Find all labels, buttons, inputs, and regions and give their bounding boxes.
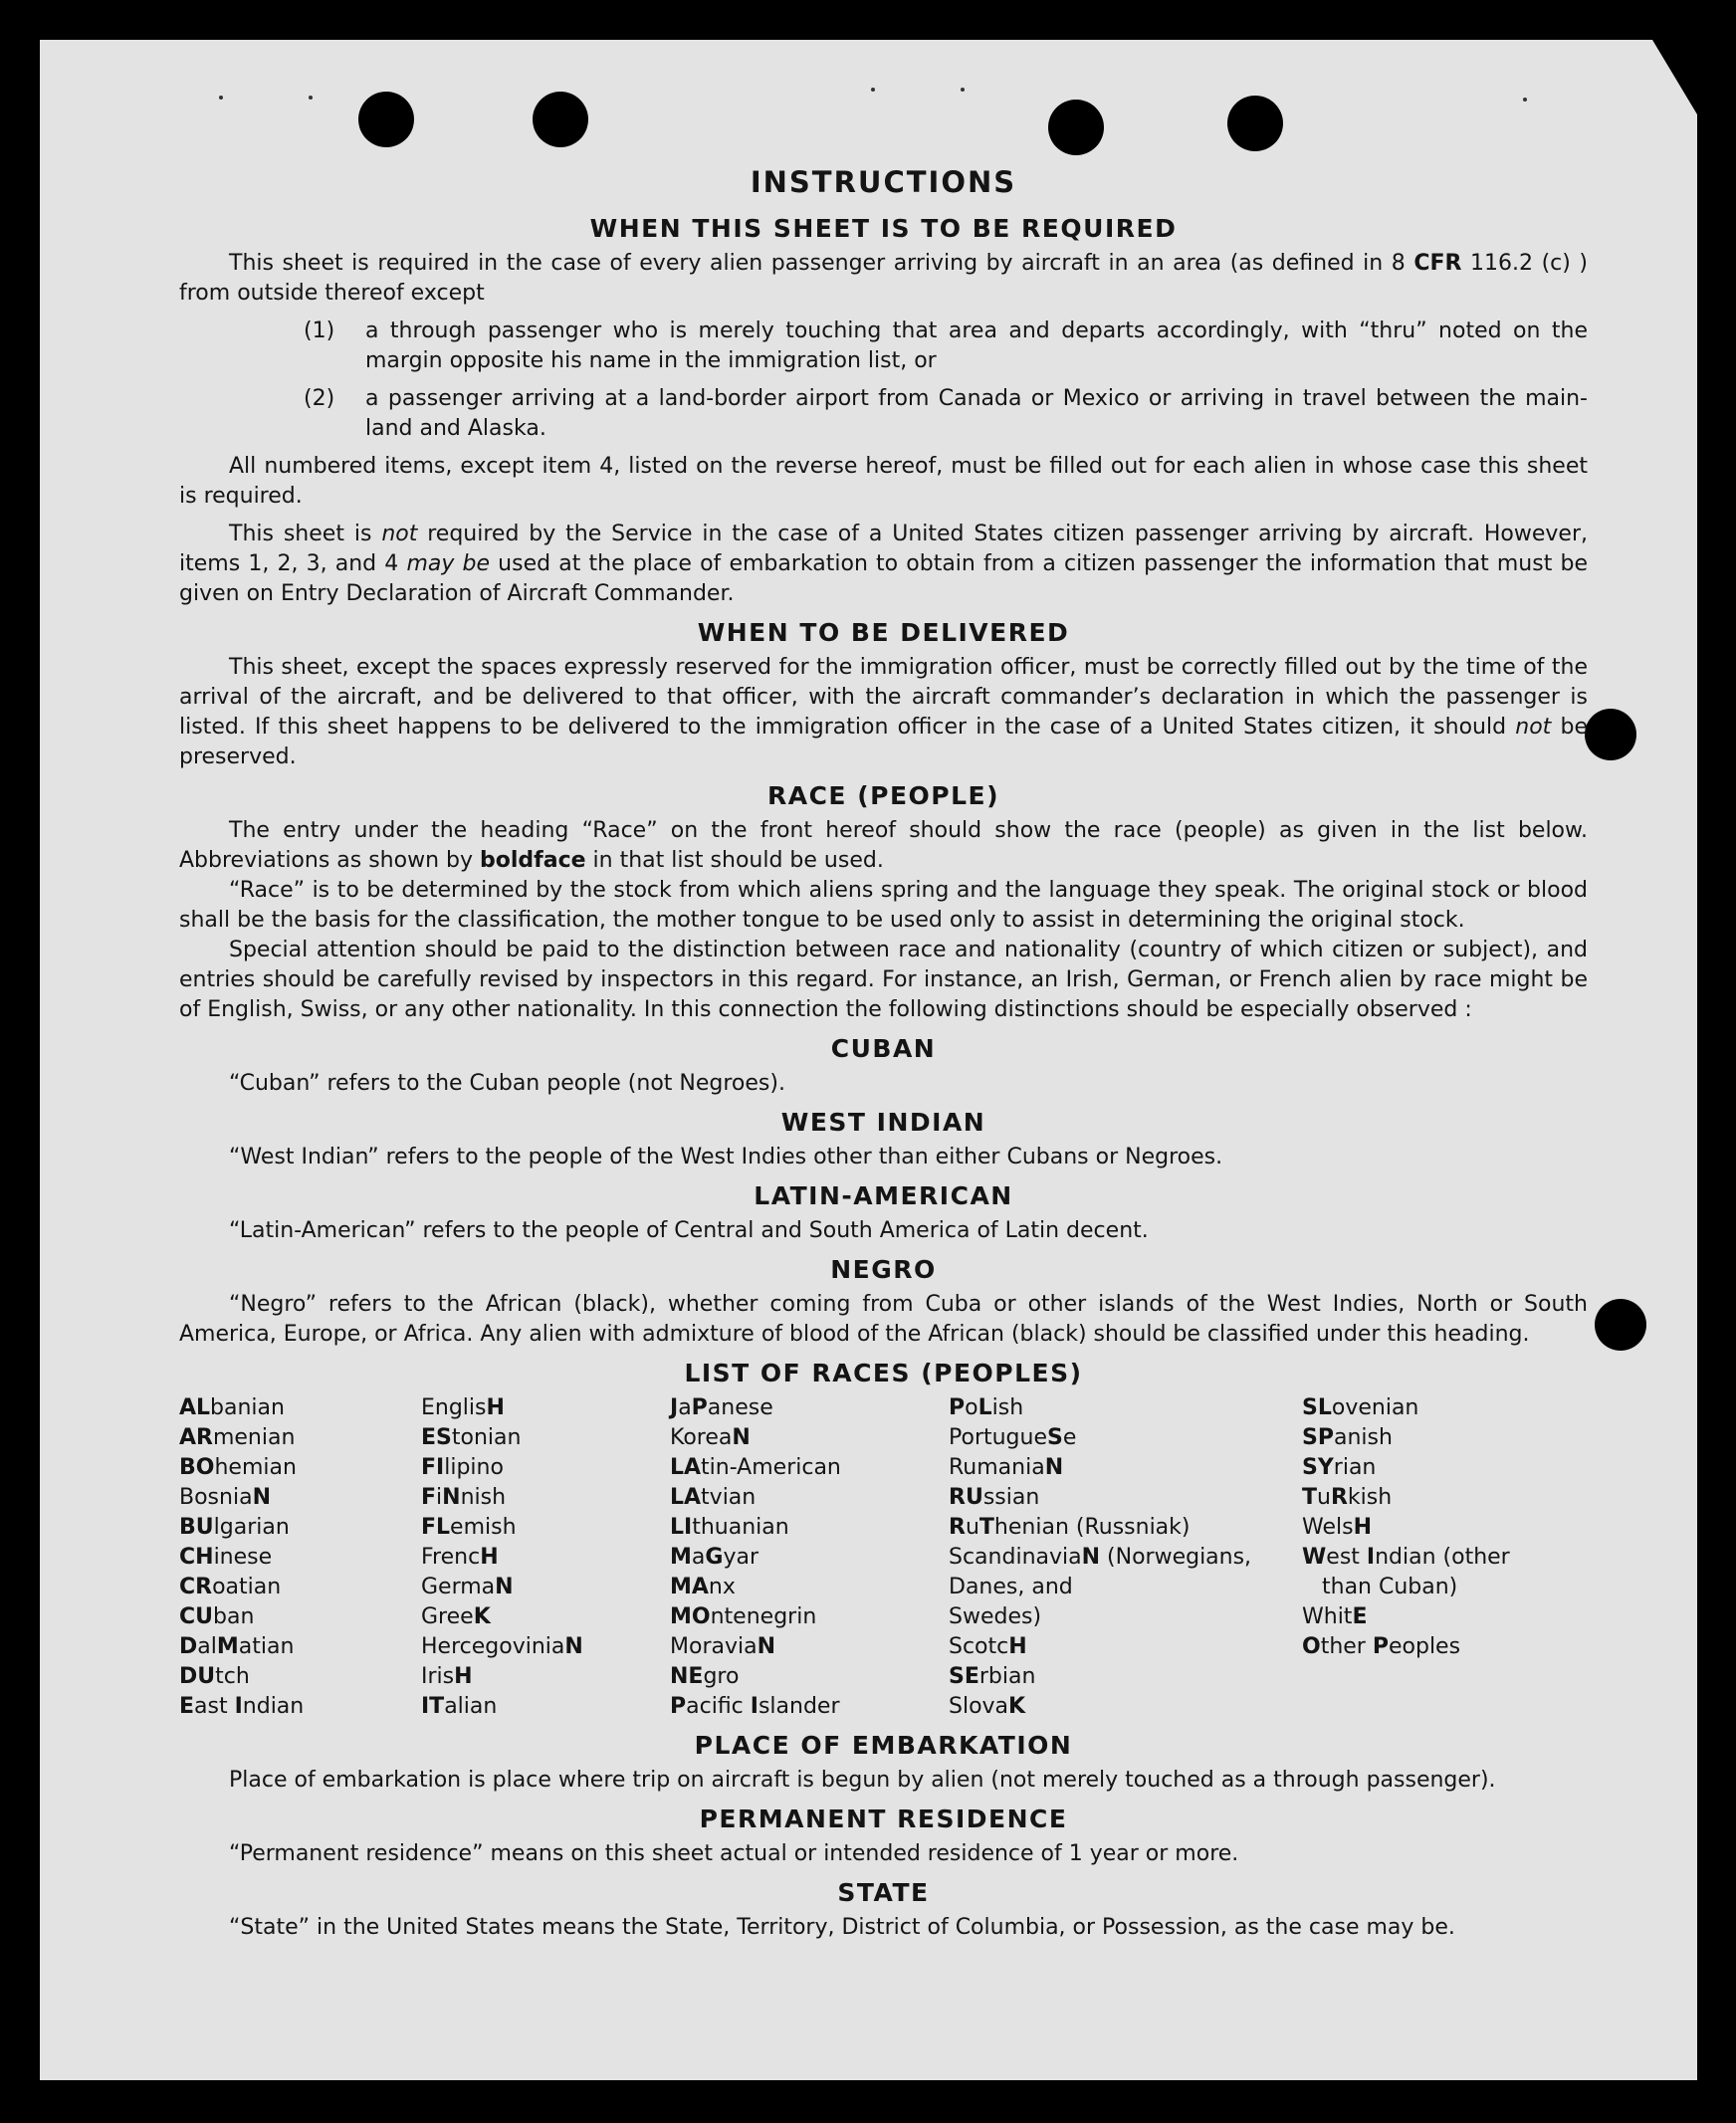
race-entry [670, 1632, 949, 1662]
abbreviation: N [732, 1425, 751, 1450]
abbreviation: R [1330, 1485, 1348, 1510]
text-run: Moravia [670, 1634, 758, 1659]
race-entry [949, 1393, 1302, 1423]
text-run: acific [686, 1694, 751, 1719]
text-run: nish [460, 1485, 507, 1510]
race-entry [1302, 1453, 1581, 1483]
abbreviation: SE [949, 1664, 979, 1689]
text-run: nx [708, 1575, 736, 1599]
text-run: This sheet is required in the case of every alien passenger arriving by aircraft in an area (as defined in 8 [229, 251, 1414, 276]
abbreviation: CR [179, 1575, 213, 1599]
race-entry [949, 1692, 1302, 1722]
abbreviation: E [179, 1694, 195, 1719]
abbreviation: P [949, 1395, 966, 1420]
race-entry [179, 1692, 421, 1722]
paragraph [179, 816, 1588, 876]
punch-hole [1585, 709, 1636, 760]
race-entry [1302, 1513, 1581, 1543]
abbreviation: T [1302, 1485, 1318, 1510]
text-run: alian [444, 1694, 498, 1719]
text-run: a [678, 1395, 692, 1420]
text-run: o [965, 1395, 978, 1420]
abbreviation: N [1081, 1545, 1101, 1570]
item-text: a through passenger who is merely touching that area and departs accordingly, with “thru” noted on the margin opposite his name in the immigration list, or [365, 318, 1588, 373]
abbreviation: T [978, 1515, 994, 1540]
text-run: Wels [1302, 1515, 1354, 1540]
abbreviation: N [442, 1485, 461, 1510]
abbreviation: AL [179, 1395, 211, 1420]
race-entry [421, 1453, 670, 1483]
text-run: Scotc [949, 1634, 1009, 1659]
race-entry [179, 1543, 421, 1573]
abbreviation: NE [670, 1664, 704, 1689]
race-entry [949, 1423, 1302, 1453]
abbreviation: W [1302, 1545, 1327, 1570]
paragraph: “State” in the United States means the State, Territory, District of Columbia, or Possession, as the case may be. [229, 1915, 1455, 1940]
section-heading: STATE [837, 1878, 930, 1907]
abbreviation: M [216, 1634, 239, 1659]
abbreviation: RU [949, 1485, 983, 1510]
speck [309, 96, 313, 100]
abbreviation: LA [670, 1455, 702, 1480]
race-entry [670, 1602, 949, 1632]
abbreviation: O [1302, 1634, 1321, 1659]
paragraph: “Permanent residence” means on this sheet actual or intended residence of 1 year or more. [229, 1841, 1239, 1866]
item-text: a passenger arriving at a land-border airport from Canada or Mexico or arriving in travel between the main-land and Alaska. [365, 386, 1588, 441]
text-run: ndian (other [1375, 1545, 1510, 1570]
races-column [1302, 1393, 1581, 1722]
abbreviation: MO [670, 1604, 711, 1629]
paragraph: “West Indian” refers to the people of the West Indies other than either Cubans or Negroes. [229, 1145, 1223, 1169]
race-entry [949, 1513, 1302, 1543]
race-entry [179, 1453, 421, 1483]
abbreviation: F [421, 1485, 437, 1510]
race-entry [179, 1423, 421, 1453]
race-entry [1302, 1573, 1581, 1602]
text-run: tvian [701, 1485, 757, 1510]
paragraph: All numbered items, except item 4, listed on the reverse hereof, must be filled out for each alien in whose case this sheet is required. [179, 454, 1588, 509]
race-entry [421, 1483, 670, 1513]
text-run: est [1326, 1545, 1367, 1570]
text-run: Bosnia [179, 1485, 253, 1510]
text-run: atian [238, 1634, 295, 1659]
text-run: tch [215, 1664, 250, 1689]
abbreviation: K [1008, 1694, 1026, 1719]
race-entry [949, 1632, 1302, 1662]
abbreviation: BO [179, 1455, 215, 1480]
paragraph: “Negro” refers to the African (black), whether coming from Cuba or other islands of the West Indies, North or South America, Europe, or Africa. Any alien with admixture of blood of the African (black) should be classified under this heading. [179, 1292, 1588, 1347]
abbreviation: P [691, 1395, 708, 1420]
race-entry [670, 1692, 949, 1722]
abbreviation: N [495, 1575, 514, 1599]
text-run: eoples [1388, 1634, 1461, 1659]
abbreviation: LA [670, 1485, 702, 1510]
abbreviation: FL [421, 1515, 451, 1540]
text-run: tin-American [701, 1455, 841, 1480]
paragraph: Place of embarkation is place where trip on aircraft is begun by alien (not merely touched as a through passenger). [229, 1768, 1496, 1793]
abbreviation: N [1044, 1455, 1064, 1480]
text-run: inese [213, 1545, 273, 1570]
punch-hole [1048, 100, 1104, 155]
text-run: gro [703, 1664, 740, 1689]
race-entry [179, 1393, 421, 1423]
race-entry [421, 1513, 670, 1543]
race-entry [179, 1513, 421, 1543]
text-run: Hercegovinia [421, 1634, 565, 1659]
race-entry [421, 1423, 670, 1453]
abbreviation: P [670, 1694, 687, 1719]
text-run: This sheet is [229, 522, 382, 546]
abbreviation: R [949, 1515, 966, 1540]
text-run: Scandinavia [949, 1545, 1082, 1570]
paragraph: “Cuban” refers to the Cuban people (not Negroes). [229, 1071, 785, 1096]
text-run: slander [758, 1694, 840, 1719]
races-column [421, 1393, 670, 1722]
abbreviation: H [486, 1395, 505, 1420]
text-run: hemian [214, 1455, 297, 1480]
race-entry [1302, 1632, 1581, 1662]
abbreviation: LI [670, 1515, 693, 1540]
text-run: e [1062, 1425, 1077, 1450]
abbreviation: SY [1302, 1455, 1334, 1480]
section-heading: CUBAN [830, 1034, 937, 1063]
race-entry [949, 1483, 1302, 1513]
text-run: yar [723, 1545, 759, 1570]
race-entry [670, 1423, 949, 1453]
race-entry [670, 1483, 949, 1513]
abbreviation: SP [1302, 1425, 1334, 1450]
section-heading: PLACE OF EMBARKATION [694, 1731, 1073, 1760]
text-run: Swedes) [949, 1604, 1042, 1629]
text-run: The entry under the heading “Race” on the front hereof should show the race (people) as given in the list below. Abbreviations as shown by [179, 818, 1588, 873]
races-column [670, 1393, 949, 1722]
paragraph [179, 249, 1588, 309]
abbreviation: IT [421, 1694, 445, 1719]
text-run: Englis [421, 1395, 487, 1420]
text-run: al [197, 1634, 217, 1659]
punch-hole [1227, 96, 1283, 151]
text-run: Korea [670, 1425, 733, 1450]
text-run: thuanian [692, 1515, 789, 1540]
text-run-italic: may be [406, 551, 491, 576]
punch-hole [358, 92, 414, 147]
text-run: Gree [421, 1604, 474, 1629]
text-run: a [691, 1545, 706, 1570]
section-heading: WHEN THIS SHEET IS TO BE REQUIRED [589, 214, 1178, 243]
text-run: 116.2 (c) ) from outside thereof except [179, 251, 1589, 306]
section-heading: RACE (PEOPLE) [766, 781, 1000, 810]
race-entry [179, 1602, 421, 1632]
text-run: Portugue [949, 1425, 1047, 1450]
speck [219, 96, 223, 100]
text-run: Whit [1302, 1604, 1353, 1629]
paragraph [179, 653, 1588, 772]
race-entry [179, 1573, 421, 1602]
race-entry [179, 1662, 421, 1692]
text-run: ast [194, 1694, 235, 1719]
race-entry [1302, 1483, 1581, 1513]
abbreviation: J [670, 1395, 679, 1420]
page-title: INSTRUCTIONS [750, 165, 1017, 199]
race-entry [421, 1573, 670, 1602]
text-run: ssian [982, 1485, 1040, 1510]
race-entry [670, 1453, 949, 1483]
race-entry [949, 1573, 1302, 1602]
text-run: kish [1347, 1485, 1393, 1510]
abbreviation: E [1352, 1604, 1368, 1629]
numbered-item [304, 317, 1588, 376]
paragraph [179, 520, 1588, 609]
race-entry [421, 1632, 670, 1662]
speck [1523, 98, 1527, 102]
text-run: oatian [212, 1575, 282, 1599]
text-run: Iris [421, 1664, 455, 1689]
text-run: Frenc [421, 1545, 481, 1570]
abbreviation: S [1047, 1425, 1063, 1450]
section-heading: NEGRO [830, 1255, 937, 1284]
punch-hole [1595, 1299, 1646, 1351]
text-run: u [965, 1515, 979, 1540]
race-entry [421, 1602, 670, 1632]
abbreviation: MA [670, 1575, 709, 1599]
text-run: ban [213, 1604, 255, 1629]
text-run: lipino [444, 1455, 504, 1480]
abbreviation: K [473, 1604, 491, 1629]
abbreviation: AR [179, 1425, 213, 1450]
race-entry [421, 1692, 670, 1722]
abbreviation: FI [421, 1455, 445, 1480]
text-run-italic: not [1515, 715, 1552, 740]
race-entry [421, 1543, 670, 1573]
text-run: rbian [978, 1664, 1036, 1689]
text-run-bold: CFR [1413, 251, 1462, 276]
text-run: henian (Russniak) [993, 1515, 1191, 1540]
abbreviation: H [480, 1545, 499, 1570]
abbreviation: BU [179, 1515, 214, 1540]
races-column [179, 1393, 421, 1722]
race-entry [949, 1453, 1302, 1483]
text-run: This sheet, except the spaces expressly reserved for the immigration officer, must be correctly filled out by the time of the arrival of the aircraft, and be delivered to that officer, with the aircraft commander’s declaration in which the passenger is listed. If this sheet happens to be delivered to the immigration officer in the case of a United States citizen, it should [179, 655, 1588, 740]
text-run: used at the place of embarkation to obtain from a citizen passenger the information that must be given on Entry Declaration of Aircraft Commander. [179, 551, 1588, 606]
text-run: tonian [451, 1425, 522, 1450]
text-run: i [436, 1485, 443, 1510]
text-run: ther [1320, 1634, 1373, 1659]
abbreviation: D [179, 1634, 198, 1659]
punch-hole [533, 92, 588, 147]
abbreviation: L [977, 1395, 992, 1420]
race-entry [179, 1483, 421, 1513]
text-run: anese [707, 1395, 773, 1420]
race-entry [949, 1662, 1302, 1692]
paragraph: Special attention should be paid to the distinction between race and nationality (country of which citizen or subject), and entries should be carefully revised by inspectors in this regard. For instance, an Irish, German, or French alien by race might be of English, Swiss, or any other nationality. In this connection the following distinctions should be especially observed : [179, 938, 1588, 1022]
race-entry [1302, 1423, 1581, 1453]
abbreviation: H [454, 1664, 473, 1689]
section-heading: LATIN-AMERICAN [754, 1181, 1013, 1210]
race-entry [949, 1602, 1302, 1632]
text-run: ntenegrin [710, 1604, 817, 1629]
text-run: ish [991, 1395, 1024, 1420]
text-run: Rumania [949, 1455, 1045, 1480]
text-run: Slova [949, 1694, 1009, 1719]
speck [871, 88, 875, 92]
race-entry [421, 1662, 670, 1692]
text-run: u [1317, 1485, 1331, 1510]
abbreviation: CU [179, 1604, 214, 1629]
abbreviation: ES [421, 1425, 452, 1450]
item-number: (2) [304, 386, 335, 411]
text-run: rian [1333, 1455, 1377, 1480]
text-run: anish [1333, 1425, 1393, 1450]
text-run: banian [210, 1395, 285, 1420]
paragraph: “Latin-American” refers to the people of Central and South America of Latin decent. [229, 1218, 1149, 1243]
numbered-item [304, 384, 1588, 444]
section-heading: WEST INDIAN [780, 1108, 986, 1137]
abbreviation: N [252, 1485, 271, 1510]
text-run: ovenian [1331, 1395, 1419, 1420]
abbreviation: I [750, 1694, 759, 1719]
abbreviation: M [670, 1545, 692, 1570]
abbreviation: N [757, 1634, 776, 1659]
abbreviation: SL [1302, 1395, 1332, 1420]
section-heading: PERMANENT RESIDENCE [699, 1805, 1068, 1833]
abbreviation: H [1008, 1634, 1027, 1659]
races-column [949, 1393, 1302, 1722]
text-run: lgarian [213, 1515, 290, 1540]
race-entry [1302, 1393, 1581, 1423]
text-run: required by the Service in the case of a United States citizen passenger arriving by aircraft. However, items 1, 2, 3, and 4 [179, 522, 1588, 576]
text-run: Danes, and [949, 1575, 1073, 1599]
text-run: menian [212, 1425, 296, 1450]
text-run: in that list should be used. [585, 848, 884, 873]
abbreviation: CH [179, 1545, 214, 1570]
text-run: be preserved. [179, 715, 1588, 769]
text-run-italic: not [381, 522, 418, 546]
speck [961, 88, 965, 92]
text-run: Germa [421, 1575, 496, 1599]
text-run: than Cuban) [1322, 1575, 1458, 1599]
race-entry [421, 1393, 670, 1423]
race-entry [670, 1513, 949, 1543]
paragraph: “Race” is to be determined by the stock from which aliens spring and the language they speak. The original stock or blood shall be the basis for the classification, the mother tongue to be used only to assist in determining the original stock. [179, 878, 1588, 933]
text-run-bold: boldface [480, 848, 586, 873]
text-run: ndian [242, 1694, 305, 1719]
abbreviation: N [564, 1634, 583, 1659]
abbreviation: I [234, 1694, 243, 1719]
race-entry [670, 1393, 949, 1423]
race-entry [670, 1543, 949, 1573]
section-heading: LIST OF RACES (PEOPLES) [684, 1359, 1083, 1387]
text-run: emish [450, 1515, 517, 1540]
races-list [179, 1393, 1588, 1722]
abbreviation: P [1372, 1634, 1389, 1659]
race-entry [1302, 1543, 1581, 1573]
section-heading: WHEN TO BE DELIVERED [697, 618, 1070, 647]
abbreviation: I [1366, 1545, 1376, 1570]
text-run: (Norwegians, [1100, 1545, 1252, 1570]
abbreviation: DU [179, 1664, 216, 1689]
race-entry [670, 1573, 949, 1602]
race-entry [949, 1543, 1302, 1573]
race-entry [179, 1632, 421, 1662]
abbreviation: G [705, 1545, 724, 1570]
race-entry [670, 1662, 949, 1692]
race-entry [1302, 1602, 1581, 1632]
abbreviation: H [1353, 1515, 1372, 1540]
item-number: (1) [304, 318, 335, 343]
instructions-text [179, 159, 1588, 1943]
